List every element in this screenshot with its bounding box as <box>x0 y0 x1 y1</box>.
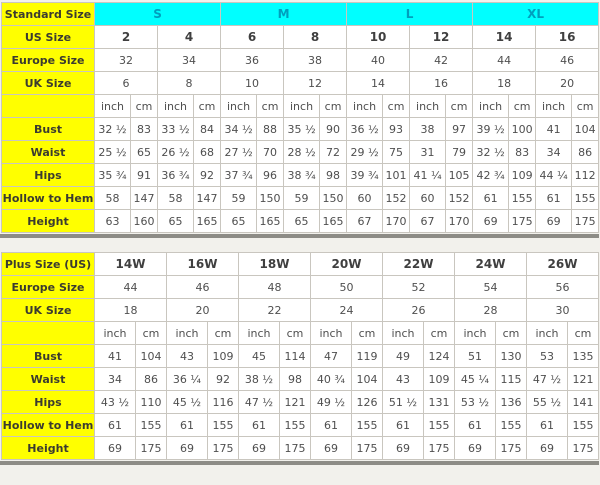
value-cell: 121 <box>280 391 311 414</box>
units-row <box>2 322 599 345</box>
unit-cm-cell: cm <box>496 322 527 345</box>
value-cell: 37 ¾ <box>221 164 257 187</box>
unit-cm-cell: cm <box>136 322 167 345</box>
value-cell: 109 <box>208 345 239 368</box>
value-cell: 47 ½ <box>239 391 280 414</box>
unit-inch-cell: inch <box>536 95 572 118</box>
unit-cm-cell: cm <box>280 322 311 345</box>
value-cell: 26 ½ <box>158 141 194 164</box>
value-cell: 43 <box>167 345 208 368</box>
row-label-cell: Hips <box>2 164 95 187</box>
value-cell: 115 <box>496 368 527 391</box>
size-header-cell: 26 <box>383 299 455 322</box>
value-cell: 65 <box>284 210 320 233</box>
value-cell: 104 <box>352 368 383 391</box>
value-cell: 61 <box>95 414 136 437</box>
value-cell: 61 <box>383 414 424 437</box>
header-row <box>2 26 599 49</box>
unit-inch-cell: inch <box>455 322 496 345</box>
value-cell: 110 <box>136 391 167 414</box>
size-header-cell: 50 <box>311 276 383 299</box>
size-header-cell: 12 <box>284 72 347 95</box>
value-cell: 34 <box>536 141 572 164</box>
value-cell: 69 <box>473 210 509 233</box>
value-cell: 61 <box>536 187 572 210</box>
unit-cm-cell: cm <box>446 95 473 118</box>
value-cell: 155 <box>280 414 311 437</box>
value-cell: 160 <box>131 210 158 233</box>
value-cell: 67 <box>347 210 383 233</box>
value-cell: 165 <box>257 210 284 233</box>
value-cell: 59 <box>221 187 257 210</box>
value-cell: 49 <box>383 345 424 368</box>
value-cell: 36 ¼ <box>167 368 208 391</box>
plus-size-section <box>0 252 600 465</box>
value-cell: 92 <box>208 368 239 391</box>
value-cell: 42 ¾ <box>473 164 509 187</box>
measurement-row <box>2 187 599 210</box>
value-cell: 109 <box>424 368 455 391</box>
measurement-row <box>2 141 599 164</box>
size-header-cell: 44 <box>95 276 167 299</box>
value-cell: 61 <box>167 414 208 437</box>
value-cell: 45 <box>239 345 280 368</box>
measurement-row <box>2 368 599 391</box>
value-cell: 61 <box>239 414 280 437</box>
value-cell: 39 ½ <box>473 118 509 141</box>
value-cell: 175 <box>496 437 527 460</box>
value-cell: 35 ½ <box>284 118 320 141</box>
value-cell: 61 <box>473 187 509 210</box>
size-header-cell: 26W <box>527 253 599 276</box>
value-cell: 83 <box>509 141 536 164</box>
units-spacer-cell <box>2 322 95 345</box>
size-header-cell: 46 <box>167 276 239 299</box>
value-cell: 175 <box>568 437 599 460</box>
measurement-row <box>2 118 599 141</box>
plus-size-table <box>1 252 599 460</box>
value-cell: 43 <box>383 368 424 391</box>
value-cell: 119 <box>352 345 383 368</box>
value-cell: 147 <box>194 187 221 210</box>
value-cell: 175 <box>352 437 383 460</box>
value-cell: 147 <box>131 187 158 210</box>
value-cell: 84 <box>194 118 221 141</box>
value-cell: 28 ½ <box>284 141 320 164</box>
size-header-cell: 2 <box>95 26 158 49</box>
unit-inch-cell: inch <box>284 95 320 118</box>
size-header-cell: 6 <box>221 26 284 49</box>
row-label-cell: Plus Size (US) <box>2 253 95 276</box>
size-header-cell: 30 <box>527 299 599 322</box>
value-cell: 104 <box>572 118 599 141</box>
size-header-cell: 6 <box>95 72 158 95</box>
value-cell: 60 <box>410 187 446 210</box>
standard-size-table <box>1 2 599 233</box>
value-cell: 79 <box>446 141 473 164</box>
value-cell: 58 <box>158 187 194 210</box>
value-cell: 45 ½ <box>167 391 208 414</box>
value-cell: 175 <box>208 437 239 460</box>
value-cell: 101 <box>383 164 410 187</box>
value-cell: 41 <box>536 118 572 141</box>
value-cell: 104 <box>136 345 167 368</box>
value-cell: 112 <box>572 164 599 187</box>
value-cell: 65 <box>158 210 194 233</box>
value-cell: 170 <box>446 210 473 233</box>
size-header-cell: 16 <box>410 72 473 95</box>
value-cell: 155 <box>208 414 239 437</box>
value-cell: 92 <box>194 164 221 187</box>
measurement-row <box>2 164 599 187</box>
value-cell: 124 <box>424 345 455 368</box>
unit-cm-cell: cm <box>131 95 158 118</box>
value-cell: 72 <box>320 141 347 164</box>
measurement-row <box>2 391 599 414</box>
row-label-cell: Bust <box>2 118 95 141</box>
size-header-cell: 48 <box>239 276 311 299</box>
measurement-row <box>2 345 599 368</box>
value-cell: 97 <box>446 118 473 141</box>
size-header-cell: 18W <box>239 253 311 276</box>
value-cell: 69 <box>455 437 496 460</box>
row-label-cell: Waist <box>2 368 95 391</box>
value-cell: 45 ¼ <box>455 368 496 391</box>
units-row <box>2 95 599 118</box>
value-cell: 175 <box>280 437 311 460</box>
size-header-cell: 10 <box>347 26 410 49</box>
size-header-cell: 24W <box>455 253 527 276</box>
row-label-cell: Height <box>2 210 95 233</box>
value-cell: 114 <box>280 345 311 368</box>
size-header-cell: 10 <box>221 72 284 95</box>
size-header-cell: 36 <box>221 49 284 72</box>
unit-inch-cell: inch <box>95 322 136 345</box>
size-header-cell: S <box>95 3 221 26</box>
value-cell: 63 <box>95 210 131 233</box>
value-cell: 170 <box>383 210 410 233</box>
value-cell: 65 <box>221 210 257 233</box>
size-header-cell: L <box>347 3 473 26</box>
value-cell: 165 <box>194 210 221 233</box>
unit-inch-cell: inch <box>473 95 509 118</box>
unit-cm-cell: cm <box>568 322 599 345</box>
size-header-cell: 24 <box>311 299 383 322</box>
value-cell: 152 <box>446 187 473 210</box>
size-header-cell: 38 <box>284 49 347 72</box>
value-cell: 68 <box>194 141 221 164</box>
unit-inch-cell: inch <box>347 95 383 118</box>
value-cell: 47 ½ <box>527 368 568 391</box>
unit-cm-cell: cm <box>383 95 410 118</box>
value-cell: 141 <box>568 391 599 414</box>
size-header-cell: 8 <box>158 72 221 95</box>
value-cell: 98 <box>320 164 347 187</box>
row-label-cell: Hollow to Hem <box>2 187 95 210</box>
value-cell: 69 <box>383 437 424 460</box>
value-cell: 83 <box>131 118 158 141</box>
value-cell: 155 <box>136 414 167 437</box>
value-cell: 51 ½ <box>383 391 424 414</box>
unit-cm-cell: cm <box>352 322 383 345</box>
value-cell: 109 <box>509 164 536 187</box>
header-row <box>2 276 599 299</box>
value-cell: 69 <box>527 437 568 460</box>
value-cell: 69 <box>239 437 280 460</box>
value-cell: 165 <box>320 210 347 233</box>
row-label-cell: UK Size <box>2 72 95 95</box>
value-cell: 126 <box>352 391 383 414</box>
unit-cm-cell: cm <box>257 95 284 118</box>
value-cell: 155 <box>568 414 599 437</box>
unit-inch-cell: inch <box>239 322 280 345</box>
size-header-cell: 4 <box>158 26 221 49</box>
row-label-cell: Standard Size <box>2 3 95 26</box>
size-header-cell: 32 <box>95 49 158 72</box>
value-cell: 67 <box>410 210 446 233</box>
table-bottom-bar <box>0 461 599 465</box>
size-header-cell: 16W <box>167 253 239 276</box>
unit-cm-cell: cm <box>208 322 239 345</box>
size-header-cell: 34 <box>158 49 221 72</box>
standard-size-section <box>0 2 600 238</box>
size-header-cell: 18 <box>473 72 536 95</box>
value-cell: 96 <box>257 164 284 187</box>
row-label-cell: Hollow to Hem <box>2 414 95 437</box>
value-cell: 131 <box>424 391 455 414</box>
value-cell: 69 <box>536 210 572 233</box>
size-header-cell: 8 <box>284 26 347 49</box>
size-header-cell: 20 <box>167 299 239 322</box>
value-cell: 35 ¾ <box>95 164 131 187</box>
header-row <box>2 253 599 276</box>
value-cell: 86 <box>572 141 599 164</box>
unit-inch-cell: inch <box>158 95 194 118</box>
value-cell: 36 ½ <box>347 118 383 141</box>
value-cell: 34 ½ <box>221 118 257 141</box>
measurement-row <box>2 210 599 233</box>
value-cell: 121 <box>568 368 599 391</box>
units-spacer-cell <box>2 95 95 118</box>
value-cell: 70 <box>257 141 284 164</box>
value-cell: 100 <box>509 118 536 141</box>
size-header-cell: 14 <box>473 26 536 49</box>
size-header-cell: 12 <box>410 26 473 49</box>
row-label-cell: Height <box>2 437 95 460</box>
value-cell: 175 <box>136 437 167 460</box>
value-cell: 41 ¼ <box>410 164 446 187</box>
value-cell: 32 ½ <box>95 118 131 141</box>
value-cell: 175 <box>424 437 455 460</box>
value-cell: 34 <box>95 368 136 391</box>
value-cell: 61 <box>527 414 568 437</box>
value-cell: 38 ¾ <box>284 164 320 187</box>
value-cell: 60 <box>347 187 383 210</box>
value-cell: 59 <box>284 187 320 210</box>
header-row <box>2 3 599 26</box>
size-header-cell: 56 <box>527 276 599 299</box>
value-cell: 29 ½ <box>347 141 383 164</box>
value-cell: 43 ½ <box>95 391 136 414</box>
value-cell: 51 <box>455 345 496 368</box>
value-cell: 58 <box>95 187 131 210</box>
unit-cm-cell: cm <box>424 322 455 345</box>
value-cell: 39 ¾ <box>347 164 383 187</box>
value-cell: 69 <box>95 437 136 460</box>
value-cell: 41 <box>95 345 136 368</box>
value-cell: 116 <box>208 391 239 414</box>
size-header-cell: 18 <box>95 299 167 322</box>
value-cell: 47 <box>311 345 352 368</box>
value-cell: 38 ½ <box>239 368 280 391</box>
size-header-cell: 16 <box>536 26 599 49</box>
row-label-cell: UK Size <box>2 299 95 322</box>
value-cell: 53 ½ <box>455 391 496 414</box>
unit-inch-cell: inch <box>527 322 568 345</box>
value-cell: 55 ½ <box>527 391 568 414</box>
value-cell: 27 ½ <box>221 141 257 164</box>
value-cell: 136 <box>496 391 527 414</box>
value-cell: 31 <box>410 141 446 164</box>
value-cell: 150 <box>320 187 347 210</box>
row-label-cell: US Size <box>2 26 95 49</box>
unit-cm-cell: cm <box>509 95 536 118</box>
value-cell: 93 <box>383 118 410 141</box>
row-label-cell: Waist <box>2 141 95 164</box>
value-cell: 61 <box>455 414 496 437</box>
value-cell: 44 ¼ <box>536 164 572 187</box>
value-cell: 155 <box>424 414 455 437</box>
unit-inch-cell: inch <box>221 95 257 118</box>
value-cell: 175 <box>509 210 536 233</box>
value-cell: 38 <box>410 118 446 141</box>
value-cell: 75 <box>383 141 410 164</box>
value-cell: 32 ½ <box>473 141 509 164</box>
value-cell: 25 ½ <box>95 141 131 164</box>
row-label-cell: Europe Size <box>2 49 95 72</box>
unit-inch-cell: inch <box>311 322 352 345</box>
size-header-cell: 14W <box>95 253 167 276</box>
size-header-cell: 52 <box>383 276 455 299</box>
value-cell: 90 <box>320 118 347 141</box>
size-header-cell: 14 <box>347 72 410 95</box>
value-cell: 69 <box>311 437 352 460</box>
unit-inch-cell: inch <box>95 95 131 118</box>
size-header-cell: 44 <box>473 49 536 72</box>
size-header-cell: 20 <box>536 72 599 95</box>
value-cell: 49 ½ <box>311 391 352 414</box>
size-header-cell: 22W <box>383 253 455 276</box>
row-label-cell: Hips <box>2 391 95 414</box>
value-cell: 40 ¾ <box>311 368 352 391</box>
value-cell: 150 <box>257 187 284 210</box>
value-cell: 69 <box>167 437 208 460</box>
value-cell: 175 <box>572 210 599 233</box>
value-cell: 155 <box>572 187 599 210</box>
value-cell: 130 <box>496 345 527 368</box>
measurement-row <box>2 437 599 460</box>
value-cell: 98 <box>280 368 311 391</box>
row-label-cell: Bust <box>2 345 95 368</box>
value-cell: 155 <box>509 187 536 210</box>
value-cell: 91 <box>131 164 158 187</box>
unit-inch-cell: inch <box>383 322 424 345</box>
size-header-cell: 28 <box>455 299 527 322</box>
value-cell: 65 <box>131 141 158 164</box>
value-cell: 86 <box>136 368 167 391</box>
size-header-cell: 20W <box>311 253 383 276</box>
header-row <box>2 49 599 72</box>
size-header-cell: 54 <box>455 276 527 299</box>
size-header-cell: 46 <box>536 49 599 72</box>
value-cell: 155 <box>496 414 527 437</box>
measurement-row <box>2 414 599 437</box>
value-cell: 155 <box>352 414 383 437</box>
size-header-cell: M <box>221 3 347 26</box>
size-header-cell: XL <box>473 3 599 26</box>
value-cell: 88 <box>257 118 284 141</box>
value-cell: 61 <box>311 414 352 437</box>
header-row <box>2 72 599 95</box>
value-cell: 135 <box>568 345 599 368</box>
row-label-cell: Europe Size <box>2 276 95 299</box>
unit-cm-cell: cm <box>194 95 221 118</box>
section-divider <box>0 238 600 252</box>
size-header-cell: 40 <box>347 49 410 72</box>
value-cell: 152 <box>383 187 410 210</box>
unit-inch-cell: inch <box>410 95 446 118</box>
value-cell: 33 ½ <box>158 118 194 141</box>
size-header-cell: 22 <box>239 299 311 322</box>
unit-inch-cell: inch <box>167 322 208 345</box>
value-cell: 36 ¾ <box>158 164 194 187</box>
unit-cm-cell: cm <box>320 95 347 118</box>
unit-cm-cell: cm <box>572 95 599 118</box>
value-cell: 105 <box>446 164 473 187</box>
size-header-cell: 42 <box>410 49 473 72</box>
header-row <box>2 299 599 322</box>
value-cell: 53 <box>527 345 568 368</box>
